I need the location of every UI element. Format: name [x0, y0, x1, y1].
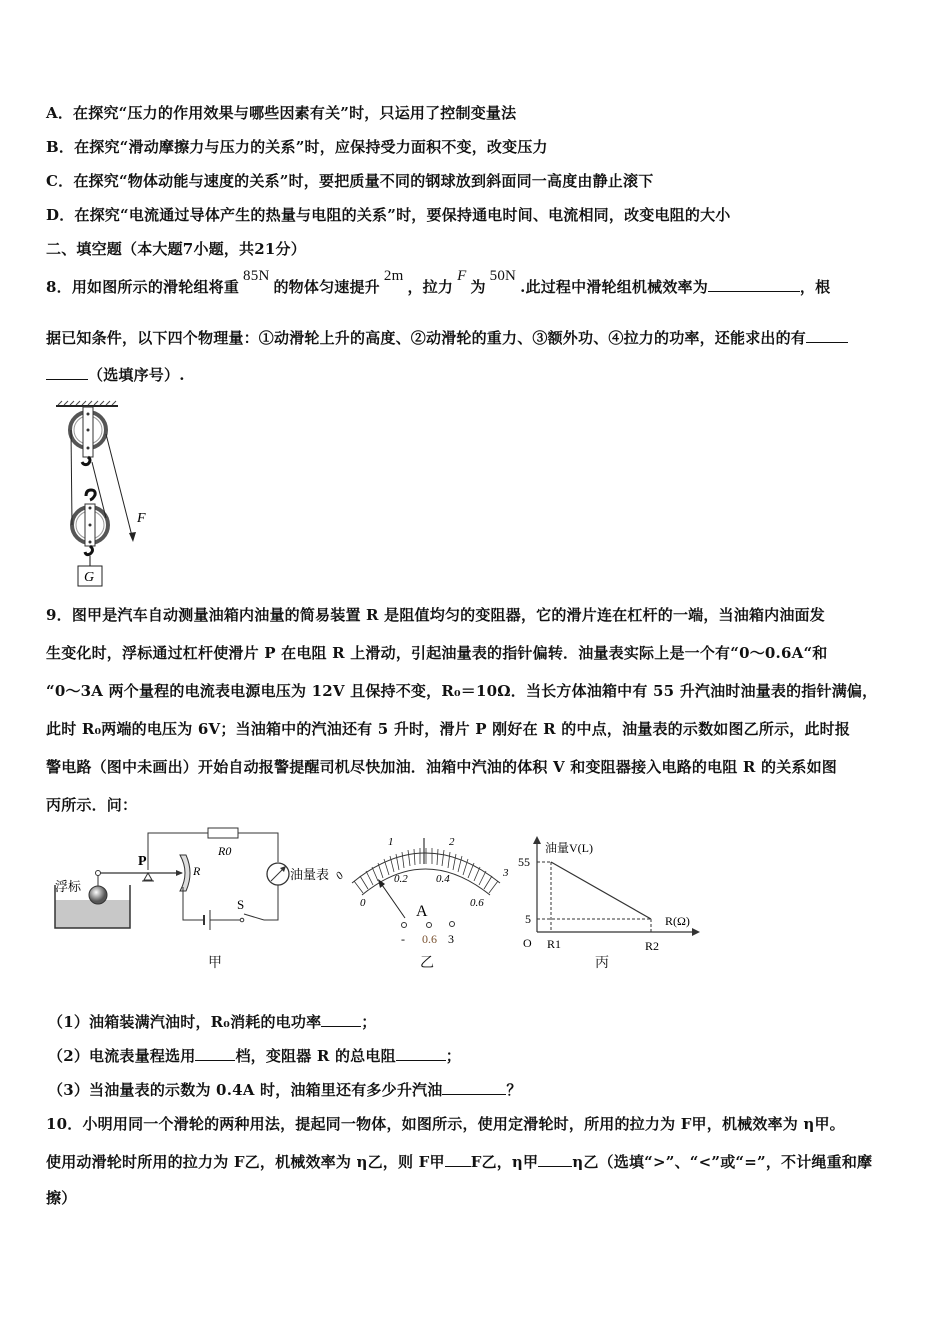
option-b: B．在探究“滑动摩擦力与压力的关系”时，应保持受力面积不变，改变压力 — [46, 138, 548, 156]
circuit-figure — [50, 825, 340, 945]
weight-label: G — [84, 570, 95, 585]
volume-resistance-graph — [515, 832, 710, 957]
q9-resistance-blank[interactable] — [396, 1046, 446, 1061]
y-tick-55: 55 — [518, 855, 530, 869]
q8-line-3 — [46, 365, 185, 385]
q8-text: 据已知条件，以下四个物理量：①动滑轮上升的高度、②动滑轮的重力、③额外功、④拉力的功率，还能求出的有 — [46, 329, 807, 347]
y-tick-5: 5 — [525, 912, 531, 926]
q8-height: 2m — [383, 268, 404, 284]
rheostat-label: R — [193, 864, 201, 878]
slider-label: P — [138, 854, 147, 869]
q10-efficiency-compare-blank[interactable] — [538, 1152, 572, 1167]
q9-sub-text: 档，变阻器 R 的总电阻 — [235, 1047, 396, 1065]
x-tick-r2: R2 — [645, 939, 660, 953]
q8-text: .此过程中滑轮组机械效率为 — [520, 278, 708, 296]
force-label: F — [137, 511, 146, 526]
terminal-neg: - — [401, 932, 405, 946]
lower-scale-2: 0.4 — [436, 873, 450, 885]
meter-label: 油量表 — [290, 867, 330, 882]
upper-scale-2: 2 — [449, 836, 455, 848]
float-label: 浮标 — [55, 879, 82, 894]
q9-sub-2 — [48, 1046, 461, 1066]
caption-yi: 乙 — [420, 955, 434, 971]
q8-quantity-blank-cont[interactable] — [46, 365, 88, 380]
q9-line-5: 警电路（图中未画出）开始自动报警提醒司机尽快加油．油箱中汽油的体积 V 和变阻器接入电路的电阻 R 的关系如图 — [46, 758, 837, 776]
section-title: 二、填空题（本大题7小题，共21分） — [46, 240, 306, 258]
option-a: A．在探究“压力的作用效果与哪些因素有关”时，只运用了控制变量法 — [46, 104, 517, 122]
q9-line-4: 此时 R₀两端的电压为 6V；当油箱中的汽油还有 5 升时，滑片 P 刚好在 R 的中点，油量表的示数如图乙所示，此时报 — [46, 720, 851, 738]
q9-sub-1 — [48, 1012, 376, 1032]
upper-scale-1: 1 — [388, 836, 394, 848]
q9-sub-3 — [48, 1080, 522, 1100]
pulley-system-figure — [50, 400, 160, 590]
q10-text: F乙，η甲 — [470, 1153, 539, 1171]
x-axis-label: R(Ω) — [665, 914, 690, 928]
q8-text: 的物体匀速提升 — [273, 278, 380, 296]
q8-text: 为 — [470, 278, 486, 296]
q10-line-1: 10．小明用同一个滑轮的两种用法，提起同一物体，如图所示，使用定滑轮时，所用的拉力为 F甲，机械效率为 η甲。 — [46, 1115, 845, 1133]
caption-bing: 丙 — [595, 955, 609, 971]
q8-force: 50N — [489, 268, 517, 284]
q9-sub-text: （2）电流表量程选用 — [48, 1047, 196, 1065]
q8-weight: 85N — [243, 268, 270, 284]
y-axis-label: 油量V(L) — [545, 841, 593, 855]
q8-line-2 — [46, 328, 848, 348]
ammeter-figure — [330, 828, 520, 948]
q9-range-blank[interactable] — [195, 1046, 235, 1061]
q8-line-1 — [46, 268, 831, 298]
q10-line-2 — [46, 1152, 872, 1172]
q9-sub-text: ； — [445, 1047, 461, 1065]
q10-text: 使用动滑轮时所用的拉力为 F乙，机械效率为 η乙，则 F甲 — [46, 1153, 445, 1171]
q10-force-compare-blank[interactable] — [445, 1152, 471, 1167]
x-tick-r1: R1 — [547, 937, 562, 951]
q9-line-6: 丙所示．问： — [46, 796, 138, 814]
q8-efficiency-blank[interactable] — [708, 277, 800, 292]
lower-scale-3: 0.6 — [470, 897, 484, 909]
q9-sub-text: ？ — [506, 1081, 522, 1099]
resistor-label: R0 — [218, 844, 232, 858]
q9-sub-text: ； — [361, 1013, 377, 1031]
q8-force-symbol: F — [457, 268, 467, 284]
q9-line-1: 9．图甲是汽车自动测量油箱内油量的简易装置 R 是阻值均匀的变阻器，它的滑片连在杠杆的一端，当油箱内油面发 — [46, 606, 825, 624]
option-c: C．在探究“物体动能与速度的关系”时，要把质量不同的钢球放到斜面同一高度由静止滚下 — [46, 172, 654, 190]
q8-text: ，拉力 — [407, 278, 454, 296]
upper-scale-3: 3 — [503, 867, 509, 879]
switch-label: S — [237, 897, 245, 912]
origin-label: O — [523, 936, 532, 950]
terminal-0-6: 0.6 — [422, 932, 437, 946]
q8-text: 8．用如图所示的滑轮组将重 — [46, 278, 240, 296]
lower-scale-1: 0.2 — [394, 873, 408, 885]
upper-scale-0: 0 — [333, 869, 347, 883]
lower-scale-0: 0 — [360, 897, 366, 909]
q9-power-blank[interactable] — [321, 1012, 361, 1027]
q8-text: ，根 — [799, 278, 831, 296]
q9-line-3: “0～3A 两个量程的电流表电源电压为 12V 且保持不变，R₀＝10Ω．当长方体油箱中有 55 升汽油时油量表的指针满偏， — [46, 682, 878, 700]
ammeter-unit: A — [416, 903, 428, 920]
q8-text: （选填序号）. — [88, 366, 185, 384]
q8-quantity-blank[interactable] — [806, 328, 848, 343]
caption-jia: 甲 — [208, 955, 222, 971]
option-d: D．在探究“电流通过导体产生的热量与电阻的关系”时，要保持通电时间、电流相同，改变电阻的大小 — [46, 206, 731, 224]
terminal-3: 3 — [448, 932, 454, 946]
q9-sub-text: （3）当油量表的示数为 0.4A 时，油箱里还有多少升汽油 — [48, 1081, 443, 1099]
q10-line-3: 擦） — [46, 1189, 77, 1207]
q9-line-2: 生变化时，浮标通过杠杆使滑片 P 在电阻 R 上滑动，引起油量表的指针偏转．油量表实际上是一个有“0～0.6A“和 — [46, 644, 828, 662]
q10-text: η乙（选填“>”、“<”或“=”，不计绳重和摩 — [572, 1153, 873, 1171]
q9-sub-text: （1）油箱装满汽油时，R₀消耗的电功率 — [48, 1013, 322, 1031]
q9-volume-blank[interactable] — [442, 1080, 506, 1095]
